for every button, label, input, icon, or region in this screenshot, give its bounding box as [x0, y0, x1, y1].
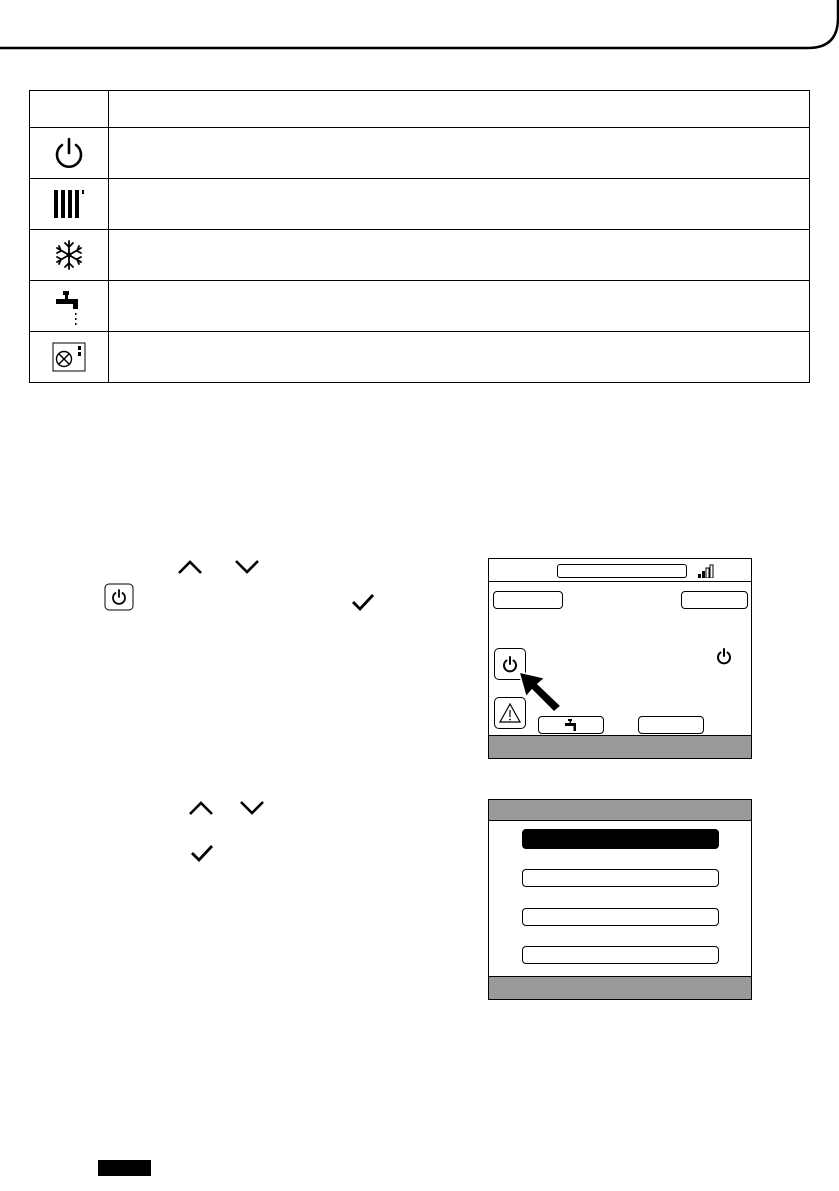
check-icon	[189, 843, 215, 863]
page-number-tab	[98, 1160, 151, 1176]
table-row	[30, 179, 810, 230]
chevron-down-icon	[233, 558, 261, 576]
table-description	[109, 332, 810, 383]
screen-footer-bar	[489, 976, 751, 999]
menu-option[interactable]	[522, 946, 719, 964]
check-icon	[350, 592, 376, 612]
top-rule	[0, 0, 839, 60]
table-description	[109, 281, 810, 332]
warning-icon	[498, 702, 522, 724]
chevron-up-icon	[187, 799, 215, 817]
chevron-up-icon	[176, 558, 204, 576]
icon-legend-table	[29, 90, 810, 383]
screen-title-field	[557, 564, 687, 578]
header-icon-cell	[30, 91, 109, 128]
table-icon-cell	[30, 179, 109, 230]
table-description	[109, 179, 810, 230]
menu-option[interactable]	[522, 908, 719, 926]
signal-bars-icon	[697, 564, 715, 578]
tap-icon	[51, 287, 87, 325]
table-icon-cell	[30, 230, 109, 281]
main-display-screen	[488, 558, 752, 759]
warning-button[interactable]	[494, 697, 526, 729]
right-info-pill[interactable]	[681, 591, 748, 609]
snowflake-icon	[51, 237, 87, 273]
screen-header-bar	[489, 800, 751, 821]
radiator-icon	[49, 186, 89, 222]
left-info-pill[interactable]	[493, 591, 563, 609]
table-header-row	[30, 91, 810, 128]
power-icon	[715, 647, 733, 665]
tap-icon	[564, 718, 580, 733]
power-button-icon	[104, 583, 134, 611]
table-icon-cell	[30, 281, 109, 332]
table-row	[30, 332, 810, 383]
table-row	[30, 128, 810, 179]
menu-option[interactable]	[522, 869, 719, 887]
table-row	[30, 281, 810, 332]
screen-footer-bar	[489, 735, 751, 758]
table-description	[109, 128, 810, 179]
mode-selection-screen	[488, 799, 752, 1000]
table-icon-cell	[30, 128, 109, 179]
chevron-down-icon	[238, 799, 266, 817]
screen-title-bar	[489, 559, 751, 582]
power-icon	[51, 135, 87, 171]
bottom-info-pill[interactable]	[638, 716, 704, 734]
table-icon-cell	[30, 332, 109, 383]
hot-water-pill[interactable]	[538, 716, 604, 734]
table-description	[109, 230, 810, 281]
pump-icon	[49, 339, 89, 375]
menu-option-selected[interactable]	[522, 829, 719, 849]
table-row	[30, 230, 810, 281]
header-description-cell	[109, 91, 810, 128]
